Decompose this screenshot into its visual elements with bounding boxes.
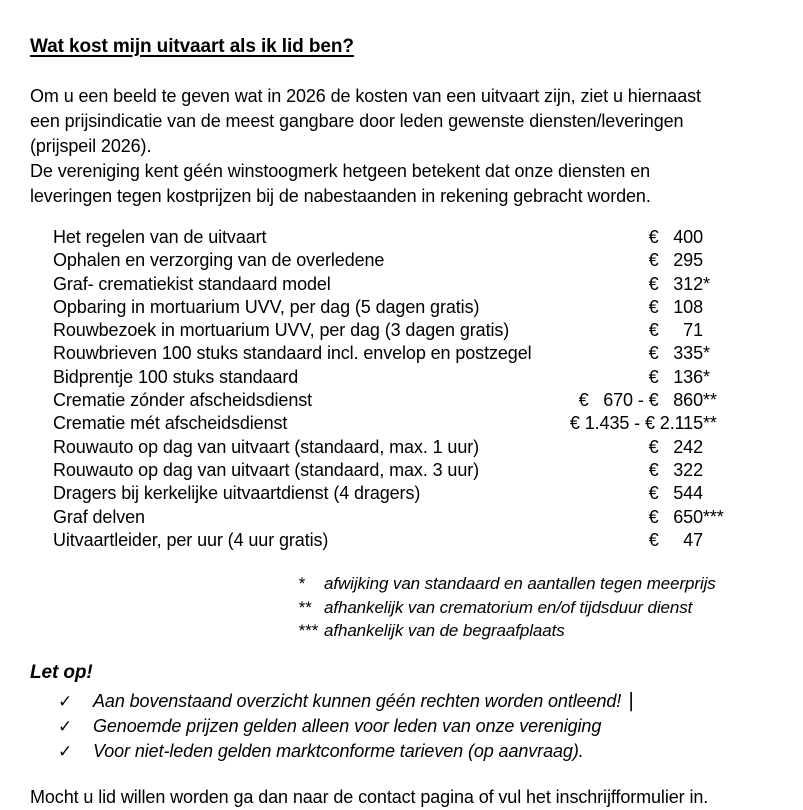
footnote-text: afwijking van standaard en aantallen tegen meerprijs <box>324 574 716 594</box>
price-row <box>53 366 757 389</box>
price-item-label: Bidprentje 100 stuks standaard <box>53 366 299 387</box>
price-item-label: Rouwbrieven 100 stuks standaard incl. envelop en postzegel <box>53 343 532 364</box>
price-amount: € 47 <box>648 529 703 550</box>
price-item-label: Graf- crematiekist standaard model <box>53 273 331 294</box>
price-item-label: Dragers bij kerkelijke uitvaartdienst (4 dragers) <box>53 483 421 504</box>
price-amount: € 400 <box>648 227 703 247</box>
price-row <box>53 459 757 482</box>
intro-line: Om u een beeld te geven wat in 2026 de kosten van een uitvaart zijn, ziet u hiernaast <box>30 86 701 106</box>
price-row <box>53 482 757 505</box>
notice-item-text: Aan bovenstaand overzicht kunnen géén rechten worden ontleend! <box>93 690 622 711</box>
price-row <box>53 342 757 365</box>
price-amount: € 1.435 - € 2.115 <box>569 413 703 434</box>
page-title: Wat kost mijn uitvaart als ik lid ben? <box>30 36 354 57</box>
price-list <box>53 226 757 552</box>
price-row <box>53 436 757 459</box>
intro-line: een prijsindicatie van de meest gangbare door leden gewenste diensten/leveringen <box>30 111 684 131</box>
price-item-label: Rouwauto op dag van uitvaart (standaard, max. 1 uur) <box>53 436 480 457</box>
price-row <box>53 319 757 342</box>
footnotes <box>298 572 783 643</box>
price-footnote-marker: * <box>703 366 710 387</box>
price-item-label: Het regelen van de uitvaart <box>53 227 267 247</box>
price-item-label: Ophalen en verzorging van de overledene <box>53 250 385 271</box>
footnote-text: afhankelijk van de begraafplaats <box>324 621 565 641</box>
checkmark-icon: ✓ <box>58 716 73 736</box>
intro-line: leveringen tegen kostprijzen bij de nabestaanden in rekening gebracht worden. <box>30 186 651 206</box>
text-cursor: | <box>628 689 634 712</box>
price-item-label: Rouwauto op dag van uitvaart (standaard, max. 3 uur) <box>53 459 480 480</box>
price-amount: € 650 <box>648 506 703 527</box>
footnote-marker: ** <box>298 597 312 617</box>
notice-items <box>58 689 783 764</box>
price-footnote-marker <box>703 529 757 552</box>
price-amount: € 136 <box>648 366 703 387</box>
price-amount: € 670 - € 860 <box>578 390 703 411</box>
notice-item <box>58 689 783 714</box>
footnote-row <box>298 572 783 596</box>
closing-paragraph: Mocht u lid willen worden ga dan naar de contact pagina of vul het inschrijfformulier in. <box>30 786 709 807</box>
notice-item <box>58 739 783 764</box>
price-item-label: Graf delven <box>53 506 145 527</box>
price-row <box>53 249 757 272</box>
price-footnote-marker <box>703 459 757 482</box>
price-footnote-marker: ** <box>703 413 717 434</box>
price-row <box>53 273 757 296</box>
notice-item <box>58 714 783 739</box>
price-footnote-marker <box>703 436 757 459</box>
price-footnote-marker <box>703 319 757 342</box>
footnote-text: afhankelijk van crematorium en/of tijdsduur dienst <box>324 597 693 617</box>
price-footnote-marker: * <box>703 343 710 364</box>
checkmark-icon: ✓ <box>58 691 73 711</box>
price-item-label: Crematie mét afscheidsdienst <box>53 413 288 434</box>
footnote-marker: * <box>298 574 305 594</box>
price-row <box>53 226 757 249</box>
price-row <box>53 506 757 529</box>
price-footnote-marker: * <box>703 273 710 294</box>
price-amount: € 312 <box>648 273 703 294</box>
notice-section <box>30 661 783 764</box>
price-item-label: Uitvaartleider, per uur (4 uur gratis) <box>53 529 329 550</box>
price-footnote-marker <box>703 296 757 319</box>
notice-heading: Let op! <box>30 661 93 683</box>
price-item-label: Opbaring in mortuarium UVV, per dag (5 dagen gratis) <box>53 296 480 317</box>
price-item-label: Crematie zónder afscheidsdienst <box>53 390 313 411</box>
price-amount: € 71 <box>648 320 703 341</box>
price-amount: € 322 <box>648 459 703 480</box>
footnote-marker: *** <box>298 621 318 641</box>
price-item-label: Rouwbezoek in mortuarium UVV, per dag (3 dagen gratis) <box>53 320 510 341</box>
checkmark-icon: ✓ <box>58 741 73 761</box>
price-amount: € 108 <box>648 296 703 317</box>
price-amount: € 335 <box>648 343 703 364</box>
price-row <box>53 296 757 319</box>
footnote-row <box>298 619 783 643</box>
price-footnote-marker <box>703 249 757 272</box>
intro-line: (prijspeil 2026). <box>30 136 152 156</box>
intro-paragraph <box>30 84 783 209</box>
price-footnote-marker: *** <box>703 506 724 527</box>
price-row <box>53 412 757 435</box>
price-footnote-marker <box>703 482 757 505</box>
price-row <box>53 389 757 412</box>
price-row <box>53 529 757 552</box>
footnote-row <box>298 596 783 620</box>
price-footnote-marker: ** <box>703 390 717 411</box>
price-amount: € 295 <box>648 250 703 271</box>
notice-item-text: Voor niet-leden gelden marktconforme tarieven (op aanvraag). <box>93 740 584 761</box>
price-amount: € 544 <box>648 483 703 504</box>
price-amount: € 242 <box>648 436 703 457</box>
notice-item-text: Genoemde prijzen gelden alleen voor leden van onze vereniging <box>93 715 602 736</box>
price-footnote-marker <box>703 226 757 249</box>
intro-line: De vereniging kent géén winstoogmerk hetgeen betekent dat onze diensten en <box>30 161 651 181</box>
